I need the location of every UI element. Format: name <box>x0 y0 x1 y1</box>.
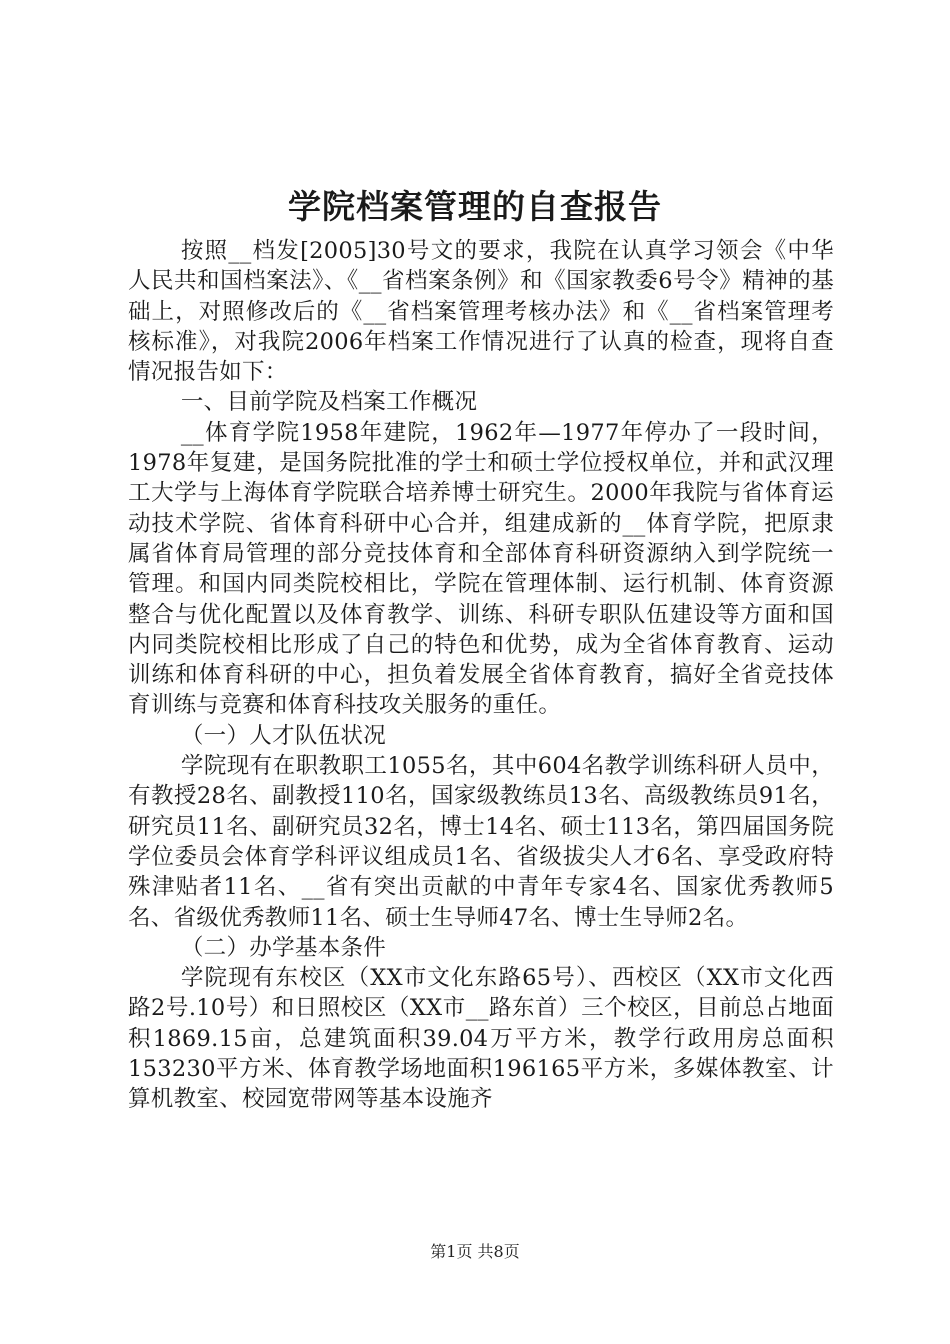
conditions-paragraph: 学院现有东校区（XX市文化东路65号）、西校区（XX市文化西路2号.10号）和日照校区（XX市__路东首）三个校区，目前总占地面积1869.15亩，总建筑面积39.04万平方米，教学行政用房总面积153230平方米、体育教学场地面积196165平方米，多媒体教室、计算机教室、校园宽带网等基本设施齐 <box>128 965 834 1113</box>
page-footer: 第1页 共8页 <box>430 1242 520 1261</box>
document-body <box>128 236 834 1115</box>
section-heading-overview: 一、目前学院及档案工作概况 <box>180 389 478 416</box>
overview-paragraph: __体育学院1958年建院，1962年—1977年停办了一段时间，1978年复建，是国务院批准的学士和硕士学位授权单位，并和武汉理工大学与上海体育学院联合培养博士研究生。2000年我院与省体育运动技术学院、省体育科研中心合并，组建成新的__体育学院，把原隶属省体育局管理的部分竞技体育和全部体育科研资源纳入到学院统一管理。和国内同类院校相比，学院在管理体制、运行机制、体育资源整合与优化配置以及体育教学、训练、科研专职队伍建设等方面和国内同类院校相比形成了自己的特色和优势，成为全省体育教育、运动训练和体育科研的中心，担负着发展全省体育教育，搞好全省竞技体育训练与竞赛和体育科技攻关服务的重任。 <box>128 419 834 719</box>
talent-paragraph: 学院现有在职教职工1055名，其中604名教学训练科研人员中，有教授28名、副教授110名，国家级教练员13名、高级教练员91名，研究员11名、副研究员32名，博士14名、硕士113名，第四届国务院学位委员会体育学科评议组成员1名、省级拔尖人才6名、享受政府特殊津贴者11名、__省有突出贡献的中青年专家4名、国家优秀教师5名、省级优秀教师11名、硕士生导师47名、博士生导师2名。 <box>128 753 834 931</box>
subsection-heading-talent: （一）人才队伍状况 <box>180 722 387 749</box>
document-title: 学院档案管理的自查报告 <box>288 187 662 226</box>
intro-paragraph: 按照__档发[2005]30号文的要求，我院在认真学习领会《中华人民共和国档案法》、《__省档案条例》和《国家教委6号令》精神的基础上，对照修改后的《__省档案管理考核办法》和《__省档案管理考核标准》，对我院2006年档案工作情况进行了认真的检查，现将自查情况报告如下： <box>128 238 834 386</box>
subsection-heading-conditions: （二）办学基本条件 <box>180 934 387 961</box>
